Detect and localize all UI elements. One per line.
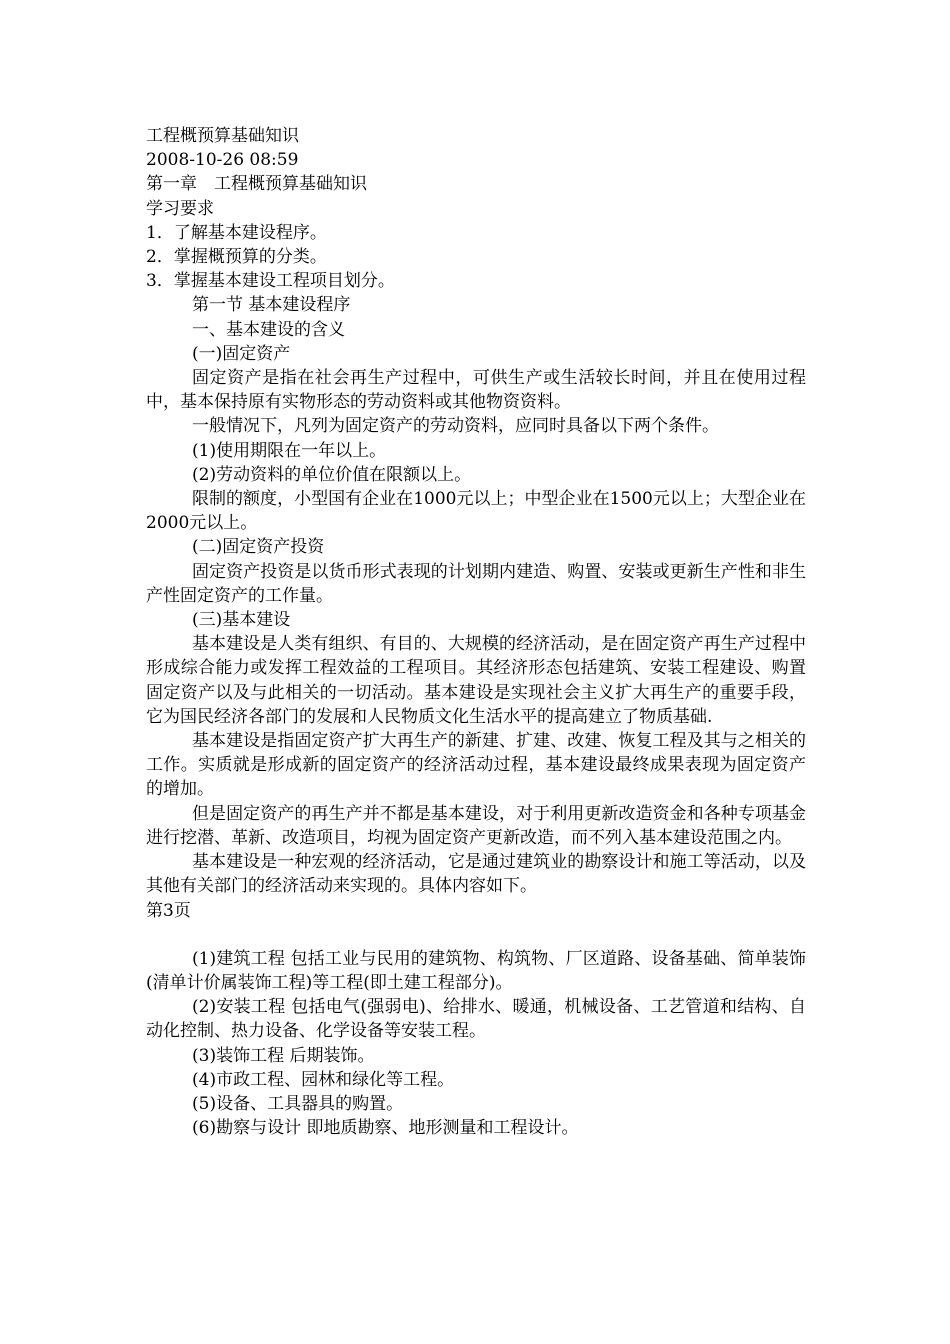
document-title: 工程概预算基础知识 [146,126,299,146]
subsection-heading: 一、基本建设的含义 [192,319,345,340]
page-break-gap [146,923,806,947]
paragraph: 固定资产是指在社会再生产过程中，可供生产或生活较长时间，并且在使用过程中，基本保持原有实物形态的劳动资料或其他物资资料。 [146,368,806,413]
document-page [146,124,806,1140]
paragraph: 基本建设是指固定资产扩大再生产的新建、扩建、改建、恢复工程及其与之相关的工作。实质就是形成新的固定资产的经济活动过程，基本建设最终成果表现为固定资产的增加。 [146,731,806,800]
requirements-heading: 学习要求 [146,198,214,219]
condition-item: (2)劳动资料的单位价值在限额以上。 [192,464,472,485]
chapter-heading: 第一章 工程概预算基础知识 [146,174,367,195]
paragraph: 一般情况下，凡列为固定资产的劳动资料，应同时具备以下两个条件。 [192,416,719,437]
list-item: (6)勘察与设计 即地质勘察、地形测量和工程设计。 [192,1118,579,1139]
document-date: 2008-10-26 08:59 [146,150,299,171]
paragraph: 基本建设是人类有组织、有目的、大规模的经济活动，是在固定资产再生产过程中形成综合能力或发挥工程效益的工程项目。其经济形态包括建筑、安装工程建设、购置固定资产以及与此相关的一切活动。基本建设是实现社会主义扩大再生产的重要手段，它为国民经济各部门的发展和人民物质文化生活水平的提高建立了物质基础. [146,634,806,727]
section-heading: 第一节 基本建设程序 [192,295,351,316]
investment-heading: (二)固定资产投资 [192,537,325,558]
paragraph: 限制的额度，小型国有企业在1000元以上；中型企业在1500元以上；大型企业在2000元以上。 [146,489,806,534]
paragraph: 基本建设是一种宏观的经济活动，它是通过建筑业的勘察设计和施工等活动，以及其他有关部门的经济活动来实现的。具体内容如下。 [146,852,806,897]
paragraph: 但是固定资产的再生产并不都是基本建设，对于利用更新改造资金和各种专项基金进行挖潜、革新、改造项目，均视为固定资产更新改造，而不列入基本建设范围之内。 [146,803,806,848]
list-item: (3)装饰工程 后期装饰。 [192,1045,375,1066]
list-item: (5)设备、工具器具的购置。 [192,1093,404,1114]
requirement-item: 2．掌握概预算的分类。 [146,247,327,268]
paragraph: 固定资产投资是以货币形式表现的计划期内建造、购置、安装或更新生产性和非生产性固定资产的工作量。 [146,561,806,606]
construction-heading: (三)基本建设 [192,610,291,631]
requirement-item: 3．掌握基本建设工程项目划分。 [146,271,395,292]
list-item: (4)市政工程、园林和绿化等工程。 [192,1069,455,1090]
requirement-item: 1．了解基本建设程序。 [146,222,327,243]
list-item: (1)建筑工程 包括工业与民用的建筑物、构筑物、厂区道路、设备基础、简单装饰(清单计价属装饰工程)等工程(即土建工程部分)。 [146,948,806,993]
condition-item: (1)使用期限在一年以上。 [192,440,387,461]
page-marker: 第3页 [146,900,191,921]
list-item: (2)安装工程 包括电气(强弱电)、给排水、暖通，机械设备、工艺管道和结构、自动化控制、热力设备、化学设备等安装工程。 [146,997,806,1042]
fixed-assets-heading: (一)固定资产 [192,343,291,364]
